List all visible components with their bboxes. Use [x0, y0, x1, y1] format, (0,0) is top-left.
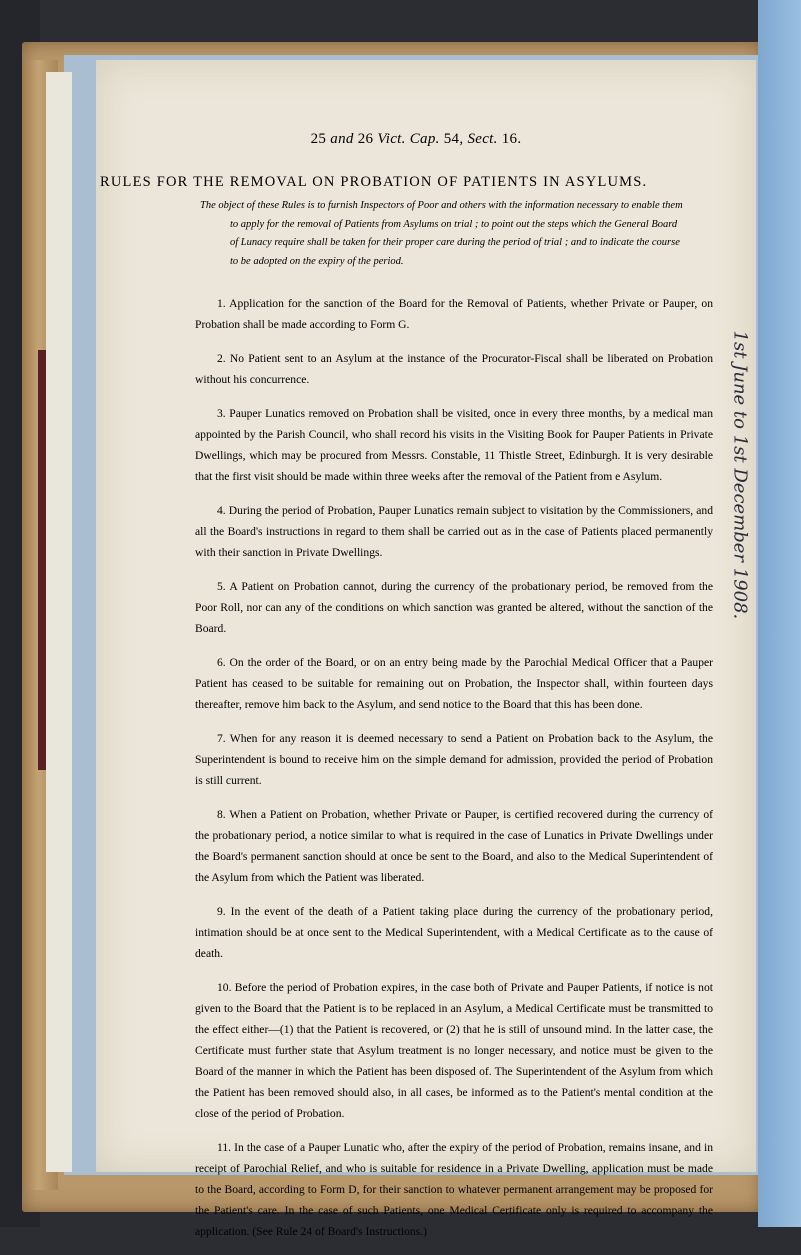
handwritten-date-note	[720, 330, 760, 620]
intro-paragraph	[200, 197, 720, 271]
act-reference	[96, 131, 736, 148]
rule-11: 11. In the case of a Pauper Lunatic who, after the expiry of the period of Probation, remains insane, and in receipt of Parochial Relief, and who is suitable for residence in a Private Dwelling, application must be made to the Board, according to Form D, for their sanction to whatever permanent arrangement may be proposed for the Patient's care. In the case of such Patients, one Medical Certificate only is required to accompany the application. (See Rule 24 of Board's Instructions.)	[195, 1141, 713, 1238]
rule-6: 6. On the order of the Board, or on an entry being made by the Parochial Medical Officer that a Pauper Patient has ceased to be suitable for remaining out on Probation, the Inspector shall, within fourteen days thereafter, remove him back to the Asylum, and send notice to the Board that this has been done.	[195, 656, 713, 711]
adjacent-page	[758, 0, 801, 1227]
rule-2: 2. No Patient sent to an Asylum at the instance of the Procurator-Fiscal shall be liberated on Probation without his concurrence.	[195, 352, 713, 386]
intro-line: The object of these Rules is to furnish Inspectors of Poor and others with the information necessary to enable them	[200, 200, 683, 211]
rule-1: 1. Application for the sanction of the Board for the Removal of Patients, whether Private or Pauper, on Probation shall be made according to Form G.	[195, 297, 713, 331]
intro-line: of Lunacy require shall be taken for their proper care during the period of trial ; and to indicate the course	[230, 237, 680, 248]
rules-list	[195, 293, 713, 1255]
ref-part: 54,	[439, 131, 468, 147]
rule-8: 8. When a Patient on Probation, whether Private or Pauper, is certified recovered during the currency of the probationary period, a notice similar to what is required in the case of Lunatics in Private Dwellings under the Board's permanent sanction should at once be sent to the Board, and also to the Medical Superintendent of the Asylum from which the Patient was liberated.	[195, 808, 713, 884]
binding-ribbon	[38, 350, 46, 770]
ref-part: 26	[353, 131, 378, 147]
rule-9: 9. In the event of the death of a Patient taking place during the currency of the probationary period, intimation should be at once sent to the Medical Superintendent, with a Medical Certificate as to the cause of death.	[195, 905, 713, 960]
ref-part: 16.	[497, 131, 522, 147]
document-title: RULES FOR THE REMOVAL ON PROBATION OF PATIENTS IN ASYLUMS.	[100, 174, 648, 190]
rule-3: 3. Pauper Lunatics removed on Probation shall be visited, once in every three months, by a medical man appointed by the Parish Council, who shall record his visits in the Visiting Book for Pauper Patients in Private Dwellings, which may be procured from Messrs. Constable, 11 Thistle Street, Edinburgh. It is very desirable that the first visit should be made within three weeks after the removal of the Patient from e Asylum.	[195, 407, 713, 483]
ref-part: Vict. Cap.	[377, 131, 440, 147]
rule-5: 5. A Patient on Probation cannot, during the currency of the probationary period, be removed from the Poor Roll, nor can any of the conditions on which sanction was granted be altered, without the sanction of the Board.	[195, 580, 713, 635]
ref-part: and	[330, 131, 354, 147]
ref-part: Sect.	[467, 131, 498, 147]
intro-line: to be adopted on the expiry of the period.	[230, 255, 404, 267]
page-edge	[46, 72, 72, 1172]
intro-line: to apply for the removal of Patients from Asylums on trial ; to point out the steps which the General Board	[230, 218, 678, 230]
ref-part: 25	[310, 131, 331, 147]
rule-4: 4. During the period of Probation, Pauper Lunatics remain subject to visitation by the Commissioners, and all the Board's instructions in regard to them shall be carried out as in the case of Patients placed permanently with their sanction in Private Dwellings.	[195, 504, 713, 559]
rule-7: 7. When for any reason it is deemed necessary to send a Patient on Probation back to the Asylum, the Superintendent is bound to receive him on the simple demand for admission, provided the period of Probation is still current.	[195, 732, 713, 787]
rule-10: 10. Before the period of Probation expires, in the case both of Private and Pauper Patients, if notice is not given to the Board that the Patient is to be replaced in an Asylum, a Medical Certificate must be transmitted to the effect either—(1) that the Patient is recovered, or (2) that he is still of unsound mind. In the latter case, the Certificate must further state that Asylum treatment is no longer necessary, and notice must be given to the Board of the manner in which the Patient has been disposed of. The Superintendent of the Asylum from which the Patient has been removed should also, in all cases, be informed as to the Patient's mental condition at the close of the period of Probation.	[195, 981, 713, 1120]
handwritten-date-text: 1st June to 1st December 1908.	[729, 330, 751, 620]
